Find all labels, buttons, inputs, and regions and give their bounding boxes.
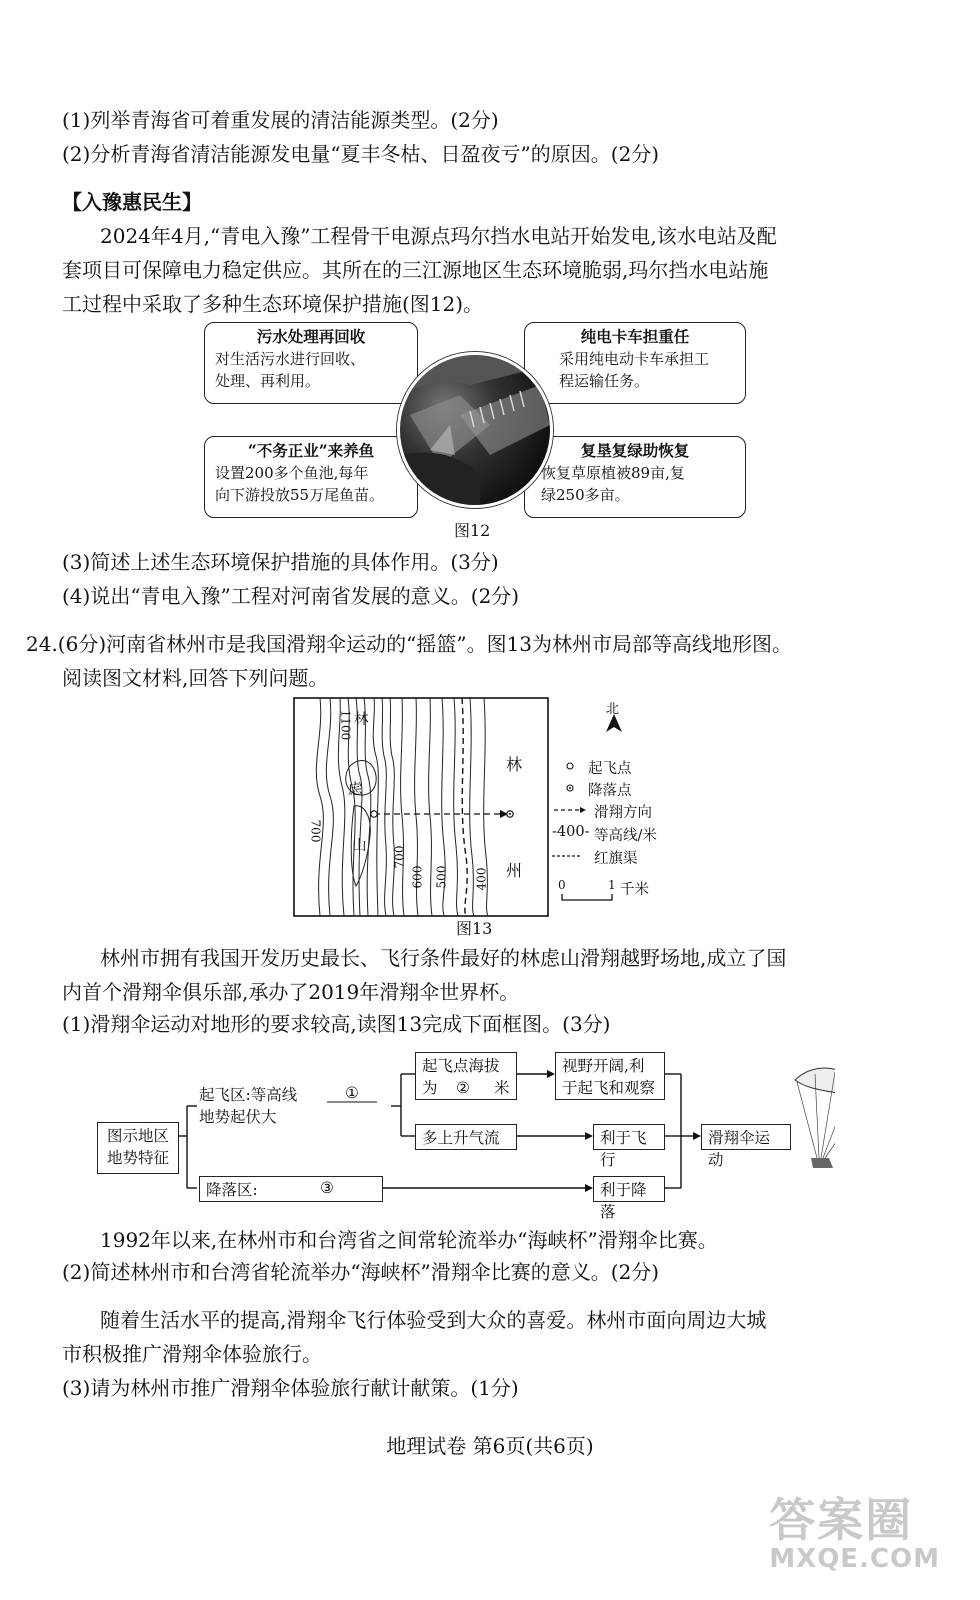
- material-line: 市积极推广滑翔伞体验旅行。: [62, 1342, 322, 1366]
- takeoff-altitude-box: [415, 1052, 517, 1100]
- answer-blank-1[interactable]: ①: [345, 1084, 359, 1102]
- box-text: 视野开阔,利: [562, 1057, 645, 1075]
- material-line: 随着生活水平的提高,滑翔伞飞行体验受到大众的喜爱。林州市面向周边大城: [100, 1308, 767, 1332]
- measure-title: 纯电卡车担重任: [580, 327, 690, 346]
- material-line: 林州市拥有我国开发历史最长、飞行条件最好的林虑山滑翔越野场地,成立了国: [100, 946, 787, 970]
- updraft-box: [415, 1124, 517, 1150]
- measure-text: 处理、再利用。: [215, 372, 321, 390]
- box-text: 地势起伏大: [199, 1108, 277, 1126]
- legend-direction: 滑翔方向: [594, 805, 652, 821]
- box-text: 起飞点海拔: [422, 1057, 500, 1075]
- legend-landing: 降落点: [588, 783, 632, 799]
- figure-caption: 图12: [454, 521, 491, 540]
- box-text: 米: [494, 1079, 510, 1097]
- measure-title: 污水处理再回收: [256, 327, 366, 346]
- page-footer: 地理试卷 第6页(共6页): [386, 1434, 594, 1458]
- measure-text: 对生活污水进行回收、: [215, 350, 366, 368]
- measure-text: 采用纯电动卡车承担工: [559, 350, 710, 368]
- question-3: (3)简述上述生态环境保护措施的具体作用。(3分): [62, 550, 499, 574]
- box-text: 降落区:: [206, 1181, 258, 1199]
- city-label: 林: [506, 755, 523, 774]
- measure-box-fish: [204, 436, 418, 518]
- box-text: 多上升气流: [422, 1129, 500, 1147]
- scale-unit: 千米: [620, 882, 649, 898]
- sub-question-3: (3)请为林州市推广滑翔伞体验旅行献计献策。(1分): [62, 1376, 519, 1400]
- place-label: 虑: [348, 782, 363, 798]
- paragraph-line: 工过程中采取了多种生态环境保护措施(图12)。: [62, 292, 484, 316]
- watermark-url: MXQE.COM: [769, 1544, 940, 1574]
- legend-contour: 等高线/米: [594, 828, 657, 844]
- sub-question-1: (1)滑翔伞运动对地形的要求较高,读图13完成下面框图。(3分): [62, 1012, 611, 1036]
- box-text: 图示地区: [106, 1127, 169, 1145]
- contour-label: 400: [474, 867, 489, 891]
- contour-label: 700: [308, 819, 323, 843]
- contour-label: 500: [434, 865, 449, 889]
- watermark: [769, 1484, 940, 1574]
- box-text: 利于降落: [600, 1181, 647, 1221]
- legend-takeoff: 起飞点: [588, 761, 632, 777]
- watermark-text: 答案圈: [769, 1493, 914, 1547]
- box-text: 地势特征: [106, 1149, 169, 1167]
- measure-text: 向下游投放55万尾鱼苗。: [215, 486, 385, 504]
- box-text: 于起飞和观察: [562, 1079, 656, 1097]
- legend-canal: 红旗渠: [594, 851, 638, 867]
- scale-one: 1: [608, 878, 616, 892]
- figure-caption: 图13: [456, 919, 493, 938]
- takeoff-zone-item: [199, 1084, 391, 1132]
- material-line: 1992年以来,在林州市和台湾省之间常轮流举办“海峡杯”滑翔伞比赛。: [100, 1228, 718, 1252]
- measure-box-electric-truck: [524, 322, 746, 404]
- measure-text: 绿250多亩。: [541, 486, 630, 504]
- landing-zone-box: [199, 1176, 383, 1202]
- legend-contour-sample: -400-: [552, 824, 590, 840]
- answer-blank-2[interactable]: ②: [456, 1079, 470, 1097]
- paragliding-box: [701, 1124, 791, 1169]
- box-text: 为: [422, 1079, 438, 1097]
- landing-result-box: [593, 1176, 665, 1221]
- paragraph-line: 套项目可保障电力稳定供应。其所在的三江源地区生态环境脆弱,玛尔挡水电站施: [62, 258, 769, 282]
- contour-label: 1100: [338, 709, 353, 741]
- paragraph-line: 2024年4月,“青电入豫”工程骨干电源点玛尔挡水电站开始发电,该水电站及配: [100, 224, 777, 248]
- measure-box-revegetation: [524, 436, 746, 518]
- question-24-intro: 24.(6分)河南省林州市是我国滑翔伞运动的“摇篮”。图13为林州市局部等高线地形图。: [26, 632, 793, 656]
- north-label: 北: [606, 702, 620, 717]
- figure-12: [200, 318, 752, 540]
- box-text: 起飞区:等高线: [199, 1086, 298, 1104]
- contour-label: 700: [392, 845, 407, 869]
- measure-text: 程运输任务。: [559, 372, 650, 390]
- material-line: 内首个滑翔伞俱乐部,承办了2019年滑翔伞世界杯。: [62, 980, 520, 1004]
- measure-box-sewage: [204, 322, 418, 404]
- measure-text: 恢复草原植被89亩,复: [541, 464, 685, 482]
- place-label: 山: [352, 838, 367, 854]
- figure-13-contour-map: [290, 696, 690, 936]
- box-text: 利于飞行: [600, 1129, 647, 1169]
- view-box: [555, 1052, 665, 1100]
- measure-text: 设置200多个鱼池,每年: [215, 464, 369, 482]
- question-1: (1)列举青海省可着重发展的清洁能源类型。(2分): [62, 108, 499, 132]
- scale-zero: 0: [558, 878, 566, 892]
- measure-title: 复垦复绿助恢复: [580, 441, 690, 460]
- sub-question-2: (2)简述林州市和台湾省轮流举办“海峡杯”滑翔伞比赛的意义。(2分): [62, 1260, 660, 1284]
- terrain-feature-box: [97, 1122, 179, 1174]
- framework-diagram: [95, 1040, 835, 1221]
- question-2: (2)分析青海省清洁能源发电量“夏丰冬枯、日盈夜亏”的原因。(2分): [62, 142, 660, 166]
- box-text: 滑翔伞运动: [708, 1129, 771, 1169]
- measure-title: “不务正业”来养鱼: [247, 441, 375, 460]
- question-24-intro: 阅读图文材料,回答下列问题。: [62, 666, 329, 690]
- answer-blank-3[interactable]: ③: [320, 1179, 334, 1197]
- flying-box: [593, 1124, 665, 1169]
- section-heading: 【入豫惠民生】: [62, 190, 202, 214]
- place-label: 林: [354, 712, 369, 728]
- city-label: 州: [506, 861, 523, 880]
- question-4: (4)说出“青电入豫”工程对河南省发展的意义。(2分): [62, 584, 520, 608]
- dam-photo: [397, 352, 553, 508]
- contour-label: 600: [410, 865, 425, 889]
